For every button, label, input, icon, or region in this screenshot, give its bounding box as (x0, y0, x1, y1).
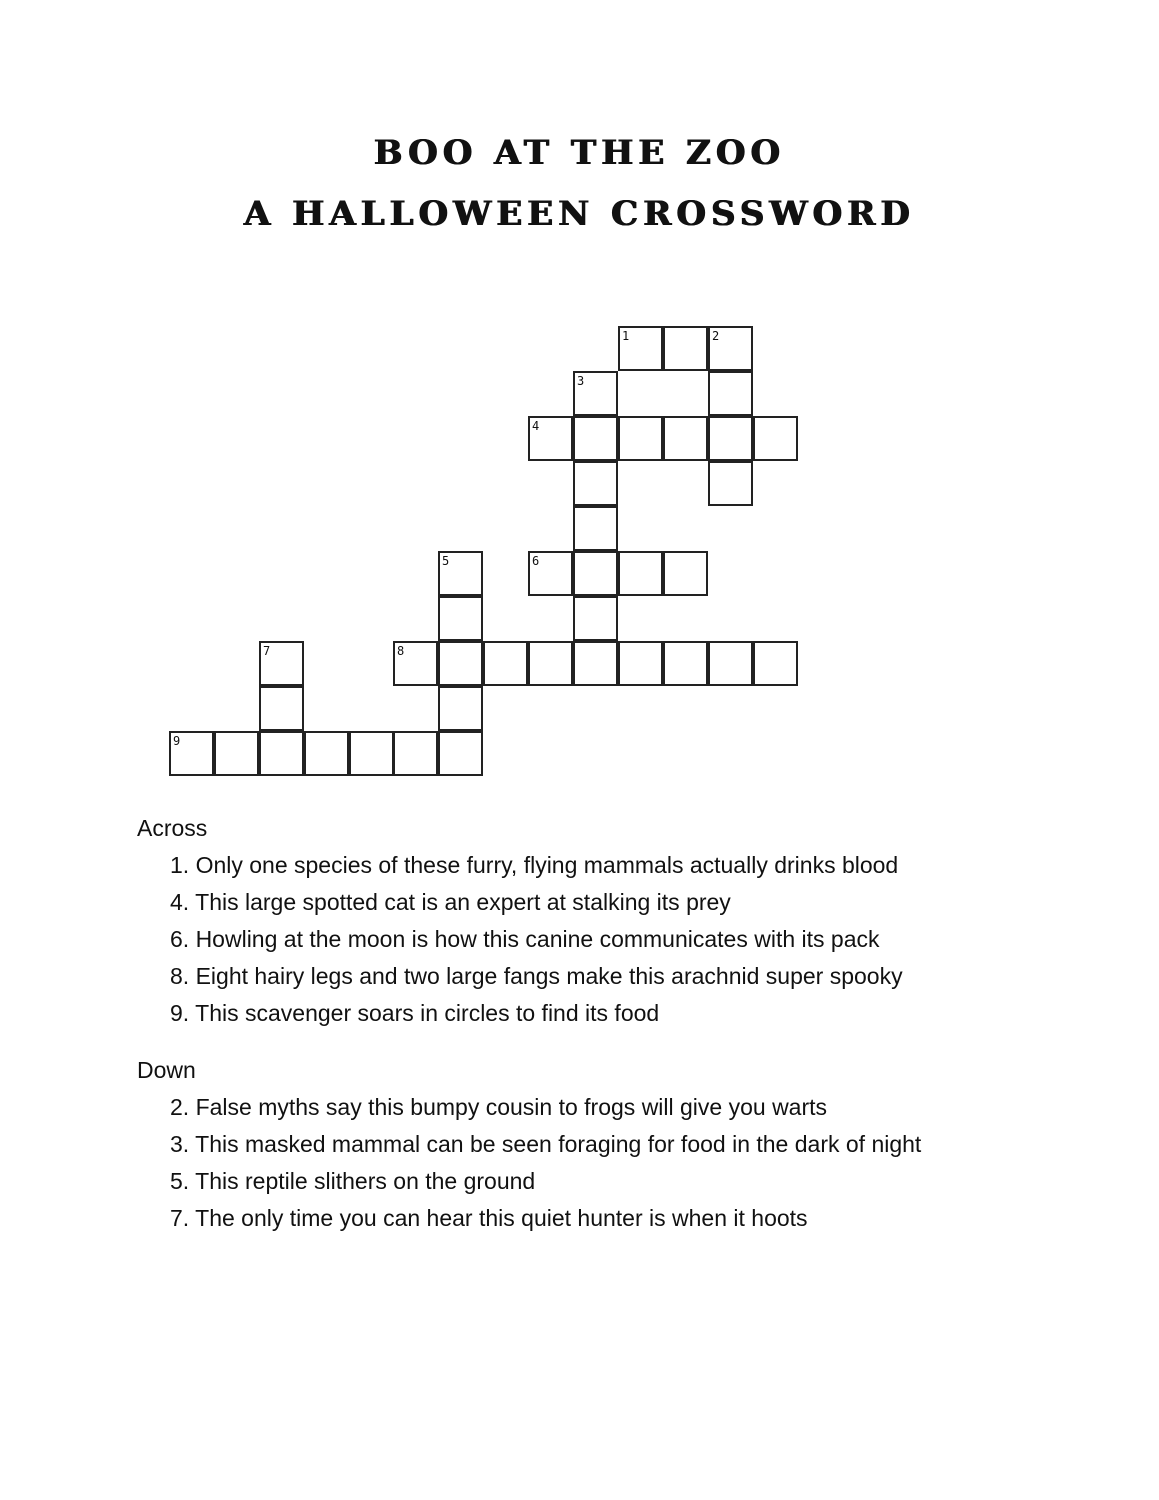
crossword-cell-4-across-1[interactable] (528, 416, 573, 461)
crossword-cell[interactable] (573, 596, 618, 641)
crossword-cell[interactable] (573, 641, 618, 686)
clue-number: 6 (532, 554, 540, 568)
clue-number: 1 (622, 329, 630, 343)
clue-item: 7. The only time you can hear this quiet hunter is when it hoots (170, 1205, 808, 1231)
crossword-cell[interactable] (708, 461, 753, 506)
crossword-cell[interactable] (214, 731, 259, 776)
across-clue-list (137, 847, 903, 1032)
clue-item: 1. Only one species of these furry, flying mammals actually drinks blood (170, 852, 899, 878)
clue-number: 7 (263, 644, 271, 658)
crossword-cell[interactable] (573, 506, 618, 551)
clue-item: 9. This scavenger soars in circles to find its food (170, 1000, 660, 1026)
crossword-cell[interactable] (438, 596, 483, 641)
clue-number: 9 (173, 734, 181, 748)
clue-item: 4. This large spotted cat is an expert at stalking its prey (170, 889, 731, 915)
page-subtitle: A HALLOWEEN CROSSWORD (244, 194, 915, 234)
crossword-cell-3-down-1[interactable] (573, 371, 618, 416)
down-clue-list (137, 1089, 921, 1237)
crossword-cell[interactable] (259, 686, 304, 731)
crossword-cell[interactable] (663, 416, 708, 461)
crossword-cell[interactable] (573, 416, 618, 461)
crossword-cell[interactable] (573, 461, 618, 506)
crossword-cell[interactable] (618, 416, 663, 461)
crossword-cell[interactable] (528, 641, 573, 686)
crossword-cell-6-across-1[interactable] (528, 551, 573, 596)
across-clues (137, 810, 903, 1032)
crossword-cell[interactable] (438, 731, 483, 776)
crossword-cell[interactable] (349, 731, 394, 776)
crossword-cell-5-down-1[interactable] (438, 551, 483, 596)
crossword-cell-2-down-1[interactable] (708, 326, 753, 371)
crossword-cell[interactable] (753, 641, 798, 686)
crossword-cell[interactable] (663, 551, 708, 596)
clue-number: 3 (577, 374, 585, 388)
crossword-cell[interactable] (259, 731, 304, 776)
crossword-cell-1-across-1[interactable] (618, 326, 663, 371)
clue-number: 5 (442, 554, 450, 568)
page-title: BOO AT THE ZOO (373, 133, 786, 173)
crossword-cell[interactable] (483, 641, 528, 686)
crossword-cell[interactable] (663, 641, 708, 686)
clue-number: 2 (712, 329, 720, 343)
crossword-cell[interactable] (438, 686, 483, 731)
clue-item: 3. This masked mammal can be seen foraging for food in the dark of night (170, 1131, 922, 1157)
down-clues (137, 1052, 921, 1237)
crossword-cell[interactable] (753, 416, 798, 461)
crossword-cell[interactable] (304, 731, 349, 776)
clue-item: 6. Howling at the moon is how this canine communicates with its pack (170, 926, 880, 952)
crossword-cell-7-down-1[interactable] (259, 641, 304, 686)
crossword-cell[interactable] (393, 731, 438, 776)
crossword-cell[interactable] (708, 371, 753, 416)
crossword-cell[interactable] (618, 551, 663, 596)
clue-number: 8 (397, 644, 405, 658)
clue-item: 2. False myths say this bumpy cousin to frogs will give you warts (170, 1094, 828, 1120)
across-heading: Across (137, 815, 208, 841)
crossword-cell[interactable] (663, 326, 708, 371)
clue-item: 5. This reptile slithers on the ground (170, 1168, 536, 1194)
crossword-cell[interactable] (438, 641, 483, 686)
clue-number: 4 (532, 419, 540, 433)
down-heading: Down (137, 1057, 196, 1083)
crossword-cell[interactable] (618, 641, 663, 686)
crossword-cell-9-across-1[interactable] (169, 731, 214, 776)
crossword-cell-8-across-1[interactable] (393, 641, 438, 686)
crossword-cell[interactable] (708, 416, 753, 461)
clue-item: 8. Eight hairy legs and two large fangs make this arachnid super spooky (170, 963, 903, 989)
crossword-cell[interactable] (708, 641, 753, 686)
crossword-cell[interactable] (573, 551, 618, 596)
